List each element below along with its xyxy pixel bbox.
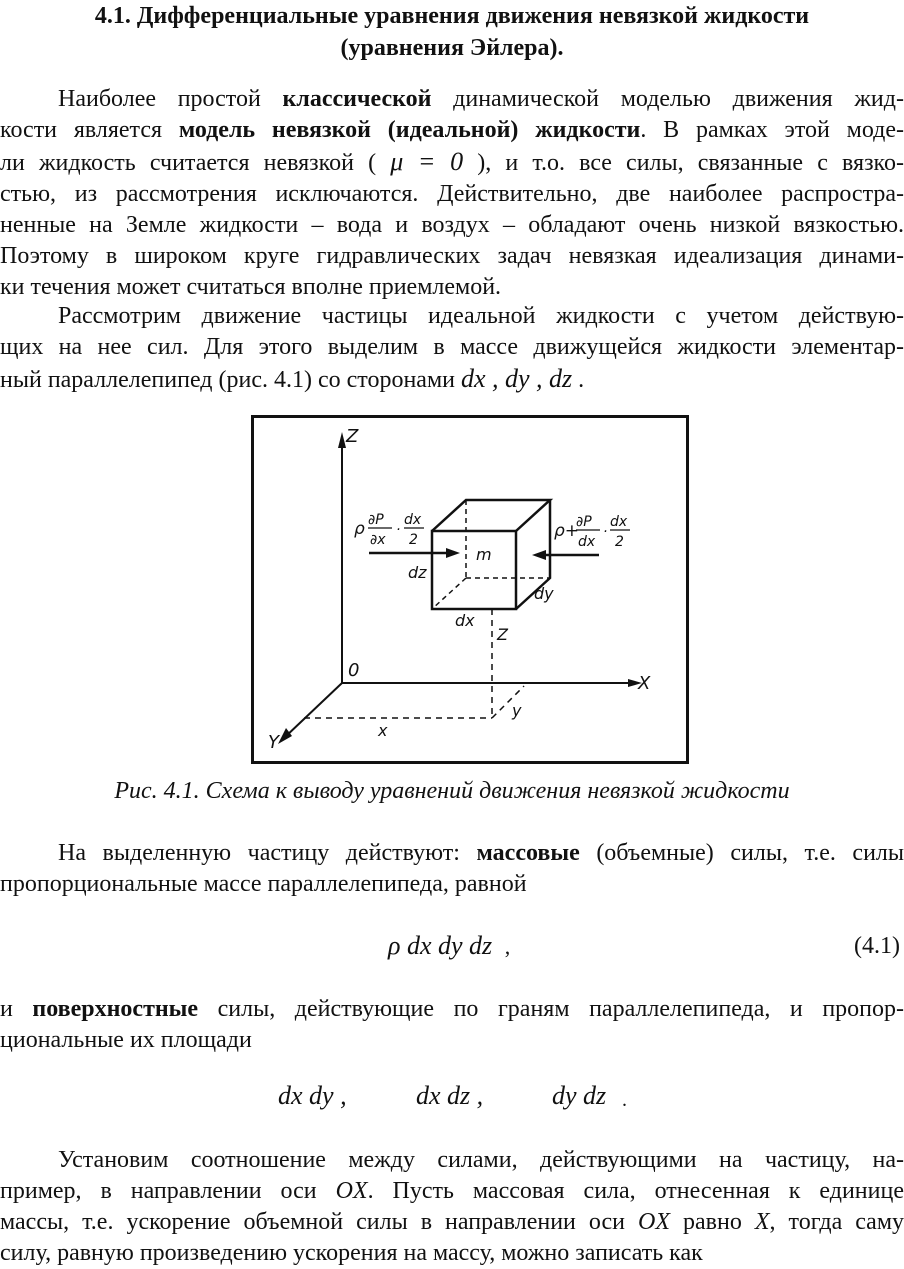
text-span: ли жидкость считается невязкой ( — [0, 150, 391, 176]
bold-term-mass-forces: массовые — [476, 840, 580, 866]
equation-number: (4.1) — [854, 933, 900, 959]
text-span: Наиболее простой — [58, 86, 283, 112]
text-line — [0, 146, 904, 179]
area-dxdy: dx dy , — [278, 1081, 347, 1110]
math-ox: OX — [638, 1209, 671, 1235]
text-span: динамической моделью движения жид- — [431, 86, 904, 112]
text-line: ки течения может считаться вполне приемлемой. — [0, 274, 502, 300]
y-axis — [284, 683, 342, 738]
text-line: Поэтому в широком круге гидравлических задач невязкая идеализация динами- — [0, 243, 904, 269]
math-ox: OX — [335, 1178, 368, 1204]
right-force-dot: · — [603, 524, 608, 540]
label-proj-z: Z — [497, 625, 508, 644]
cube-top-face — [432, 500, 550, 531]
text-span: массы, т.е. ускорение объемной силы в направлении оси — [0, 1209, 639, 1235]
figure-caption: Рис. 4.1. Схема к выводу уравнений движения невязкой жидкости — [114, 778, 790, 804]
text-span: , тогда саму — [769, 1209, 904, 1235]
label-axis-x: X — [638, 673, 651, 694]
left-force-denominator: ∂x — [370, 532, 386, 548]
paragraph-parallelepiped — [0, 301, 904, 396]
text-line — [0, 363, 904, 396]
text-span: . Пусть массовая сила, отнесенная к единице — [367, 1178, 904, 1204]
z-axis-arrow-icon — [338, 432, 346, 448]
paragraph-ox-direction — [0, 1145, 904, 1269]
text-line: Рассмотрим движение частицы идеальной жидкости с учетом действую- — [58, 303, 904, 329]
projection-lines — [304, 609, 524, 718]
section-title-line2: (уравнения Эйлера). — [340, 35, 564, 61]
text-span: ), и т.о. все силы, связанные с вязко- — [463, 150, 904, 176]
math-mu-zero: μ = 0 — [390, 147, 464, 176]
right-force-rho: ρ+ — [554, 521, 580, 541]
section-title-line1: 4.1. Дифференциальные уравнения движения невязкой жидкости — [94, 3, 810, 29]
figure-drawing — [254, 418, 686, 761]
right-force-dx: dx — [610, 514, 628, 530]
left-force-dx: dx — [404, 512, 422, 528]
text-span: ный параллелепипед (рис. 4.1) со сторонами — [0, 367, 461, 393]
label-axis-y: Y — [268, 732, 279, 753]
text-line: Установим соотношение между силами, действующими на частицу, на- — [58, 1147, 904, 1173]
text-line — [0, 115, 904, 146]
equation-comma: , — [504, 934, 511, 959]
text-span: кости является — [0, 117, 179, 143]
section-title — [0, 0, 904, 64]
area-dxdz: dx dz , — [416, 1081, 484, 1110]
area-period: . — [622, 1089, 627, 1111]
left-force-arrowhead-icon — [446, 548, 460, 558]
text-line: силу, равную произведению ускорения на массу, можно записать как — [0, 1240, 703, 1266]
bold-term-classical: классической — [282, 86, 432, 112]
text-span: пример, в направлении оси — [0, 1178, 336, 1204]
text-line — [0, 1176, 904, 1207]
y-axis-arrow-icon — [278, 728, 292, 744]
area-dydz: dy dz — [552, 1081, 607, 1110]
paragraph-ideal-fluid-model — [0, 84, 904, 303]
label-dx: dx — [455, 611, 475, 630]
label-dy: dy — [534, 584, 554, 603]
text-span: силы, действующие по граням параллелепипеда, и пропор- — [198, 996, 904, 1022]
label-proj-y: y — [512, 701, 522, 720]
label-proj-x: x — [378, 721, 388, 740]
paragraph-surface-forces — [0, 994, 904, 1056]
left-force-numerator: ∂P — [368, 512, 384, 528]
equation-expression: ρ dx dy dz — [388, 931, 493, 960]
text-line: ненные на Земле жидкости – вода и воздух – обладают очень низкой вязкостью. — [0, 212, 904, 238]
right-force-denominator: dx — [578, 534, 596, 550]
figure-euler-scheme — [251, 415, 689, 764]
text-span: и — [0, 996, 33, 1022]
paragraph-mass-forces — [0, 838, 904, 900]
label-mass: m — [476, 545, 492, 564]
left-force-two: 2 — [409, 532, 418, 548]
text-line: циональные их площади — [0, 1027, 252, 1053]
text-line: стью, из рассмотрения исключаются. Действительно, две наиболее распростра- — [0, 181, 904, 207]
text-line: щих на нее сил. Для этого выделим в массе движущейся жидкости элементар- — [0, 334, 904, 360]
text-span: . — [572, 367, 585, 393]
label-axis-z: Z — [346, 426, 359, 447]
text-span: . В рамках этой моде- — [640, 117, 904, 143]
right-force-numerator: ∂P — [576, 514, 592, 530]
label-origin: 0 — [348, 660, 360, 681]
text-span: На выделенную частицу действуют: — [58, 840, 477, 866]
text-line — [0, 994, 904, 1025]
label-dz: dz — [408, 563, 427, 582]
math-sides: dx , dy , dz — [460, 364, 573, 393]
text-line — [0, 84, 904, 115]
math-x: X — [754, 1209, 770, 1235]
left-force-dot: · — [396, 522, 401, 538]
equation-4-1 — [388, 930, 510, 963]
right-force-arrowhead-icon — [532, 550, 546, 560]
bold-term-surface-forces: поверхностные — [32, 996, 199, 1022]
text-line — [0, 1207, 904, 1238]
text-span: (объемные) силы, т.е. силы — [579, 840, 904, 866]
left-force-rho: ρ — [354, 519, 365, 539]
right-force-two: 2 — [615, 534, 624, 550]
bold-term-ideal-fluid: модель невязкой (идеальной) жидкости — [178, 117, 641, 143]
text-line — [0, 838, 904, 869]
text-line: пропорциональные массе параллелепипеда, равной — [0, 871, 527, 897]
text-span: равно — [670, 1209, 755, 1235]
